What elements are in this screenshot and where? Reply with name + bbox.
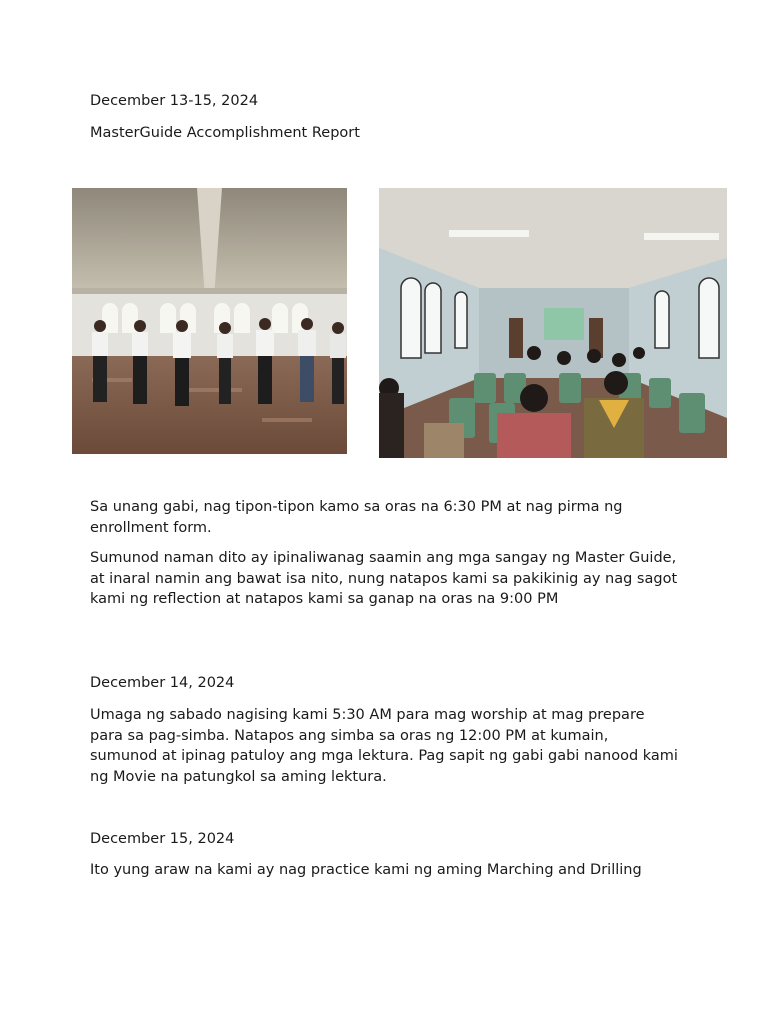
day2-paragraph: Umaga ng sabado nagising kami 5:30 AM para mag worship at mag prepare para sa pag-simba. Natapos ang simba sa oras ng 12:00 PM at kumain, sumunod at ipinag patuloy ang mga lektura. Pag sapit ng gabi gabi nanood kami ng Movie na patungkol sa aming lektura. — [90, 707, 678, 785]
lecture-photo — [379, 188, 727, 458]
day3-date: December 15, 2024 — [90, 831, 235, 847]
day3-paragraph: Ito yung araw na kami ay nag practice kami ng aming Marching and Drilling — [90, 862, 642, 878]
day1-paragraph-1: Sa unang gabi, nag tipon-tipon kamo sa oras na 6:30 PM at nag pirma ng enrollment form. — [90, 499, 623, 536]
day2-date: December 14, 2024 — [90, 675, 235, 691]
report-date-range: December 13-15, 2024 — [90, 93, 259, 109]
saluting-photo — [72, 188, 347, 454]
day1-paragraph-2: Sumunod naman dito ay ipinaliwanag saamin ang mga sangay ng Master Guide, at inaral namin ang bawat isa nito, nung natapos kami sa pakikinig ay nag sagot kami ng reflection at natapos kami sa ganap na oras na 9:00 PM — [90, 550, 678, 607]
report-title: MasterGuide Accomplishment Report — [90, 125, 360, 141]
